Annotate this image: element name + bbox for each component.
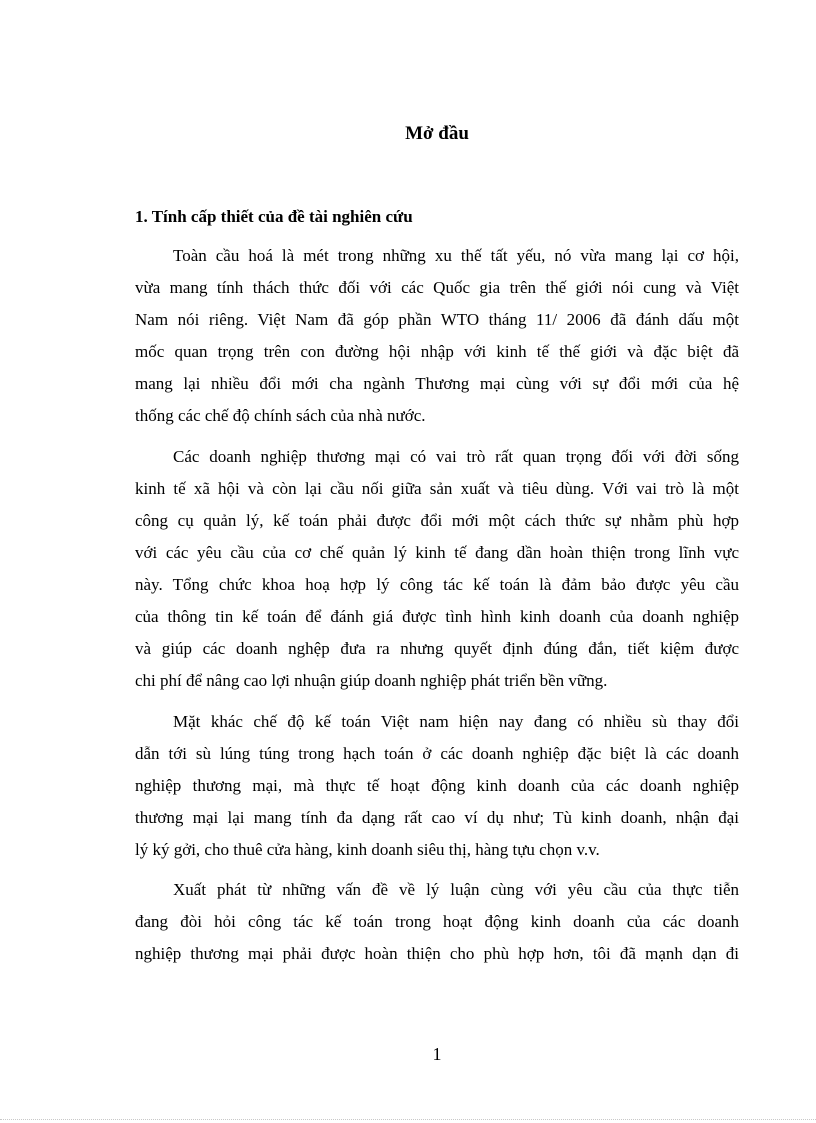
paragraph-line: Mặt khác chế độ kế toán Việt nam hiện nay đang có nhiều sù thay đổi: [173, 712, 739, 731]
paragraph-4: [135, 874, 739, 970]
page-number: 1: [432, 1044, 442, 1064]
paragraph-line: thống các chế độ chính sách của nhà nước.: [135, 406, 426, 425]
footer-divider: [0, 1119, 816, 1120]
paragraph-3: [135, 706, 739, 866]
paragraph-line: Toàn cầu hoá là mét trong những xu thế tất yếu, nó vừa mang lại cơ hội,: [173, 246, 739, 265]
paragraph-line: Nam nói riêng. Việt Nam đã góp phần WTO tháng 11/ 2006 đã đánh dấu một: [135, 310, 739, 329]
document-title: Mở đầu: [405, 123, 469, 144]
paragraph-line: thương mại lại mang tính đa dạng rất cao ví dụ như; Tù kinh doanh, nhận đại: [135, 808, 739, 827]
paragraph-line: đang đòi hỏi công tác kế toán trong hoạt động kinh doanh của các doanh: [135, 912, 739, 931]
paragraph-line: mang lại nhiều đổi mới cha ngành Thương mại cùng với sự đổi mới của hệ: [135, 374, 739, 393]
paragraph-line: và giúp các doanh nghệp đưa ra nhưng quyết định đúng đắn, tiết kiệm được: [135, 639, 739, 658]
paragraph-1: [135, 240, 739, 432]
paragraph-line: Xuất phát từ những vấn đề về lý luận cùng với yêu cầu của thực tiễn: [173, 880, 739, 899]
paragraph-line: kinh tế xã hội và còn lại cầu nối giữa sản xuất và tiêu dùng. Với vai trò là một: [135, 479, 739, 498]
paragraph-line: với các yêu cầu của cơ chế quản lý kinh tế đang dần hoàn thiện trong lĩnh vực: [135, 543, 739, 562]
paragraph-line: Các doanh nghiệp thương mại có vai trò rất quan trọng đối với đời sống: [173, 447, 739, 466]
paragraph-2: [135, 441, 739, 697]
paragraph-line: của thông tin kế toán để đánh giá được tình hình kinh doanh của doanh nghiệp: [135, 607, 739, 626]
paragraph-line: dẫn tới sù lúng túng trong hạch toán ở các doanh nghiệp đặc biệt là các doanh: [135, 744, 739, 763]
paragraph-line: chi phí để nâng cao lợi nhuận giúp doanh nghiệp phát triển bền vững.: [135, 671, 608, 690]
section-heading: 1. Tính cấp thiết của đề tài nghiên cứu: [135, 207, 413, 226]
paragraph-line: lý ký gởi, cho thuê cửa hàng, kinh doanh siêu thị, hàng tựu chọn v.v.: [135, 840, 600, 859]
paragraph-line: mốc quan trọng trên con đường hội nhập với kinh tế thế giới và đặc biệt đã: [135, 342, 739, 361]
paragraph-line: vừa mang tính thách thức đối với các Quốc gia trên thế giới nói cung và Việt: [135, 278, 739, 297]
paragraph-line: nghiệp thương mại phải được hoàn thiện cho phù hợp hơn, tôi đã mạnh dạn đi: [135, 944, 739, 963]
paragraph-line: này. Tổng chức khoa hoạ hợp lý công tác kế toán là đảm bảo được yêu cầu: [135, 575, 739, 594]
paragraph-line: nghiệp thương mại, mà thực tế hoạt động kinh doanh của các doanh nghiệp: [135, 776, 739, 795]
paragraph-line: công cụ quản lý, kế toán phải được đổi mới một cách thức sự nhằm phù hợp: [135, 511, 739, 530]
